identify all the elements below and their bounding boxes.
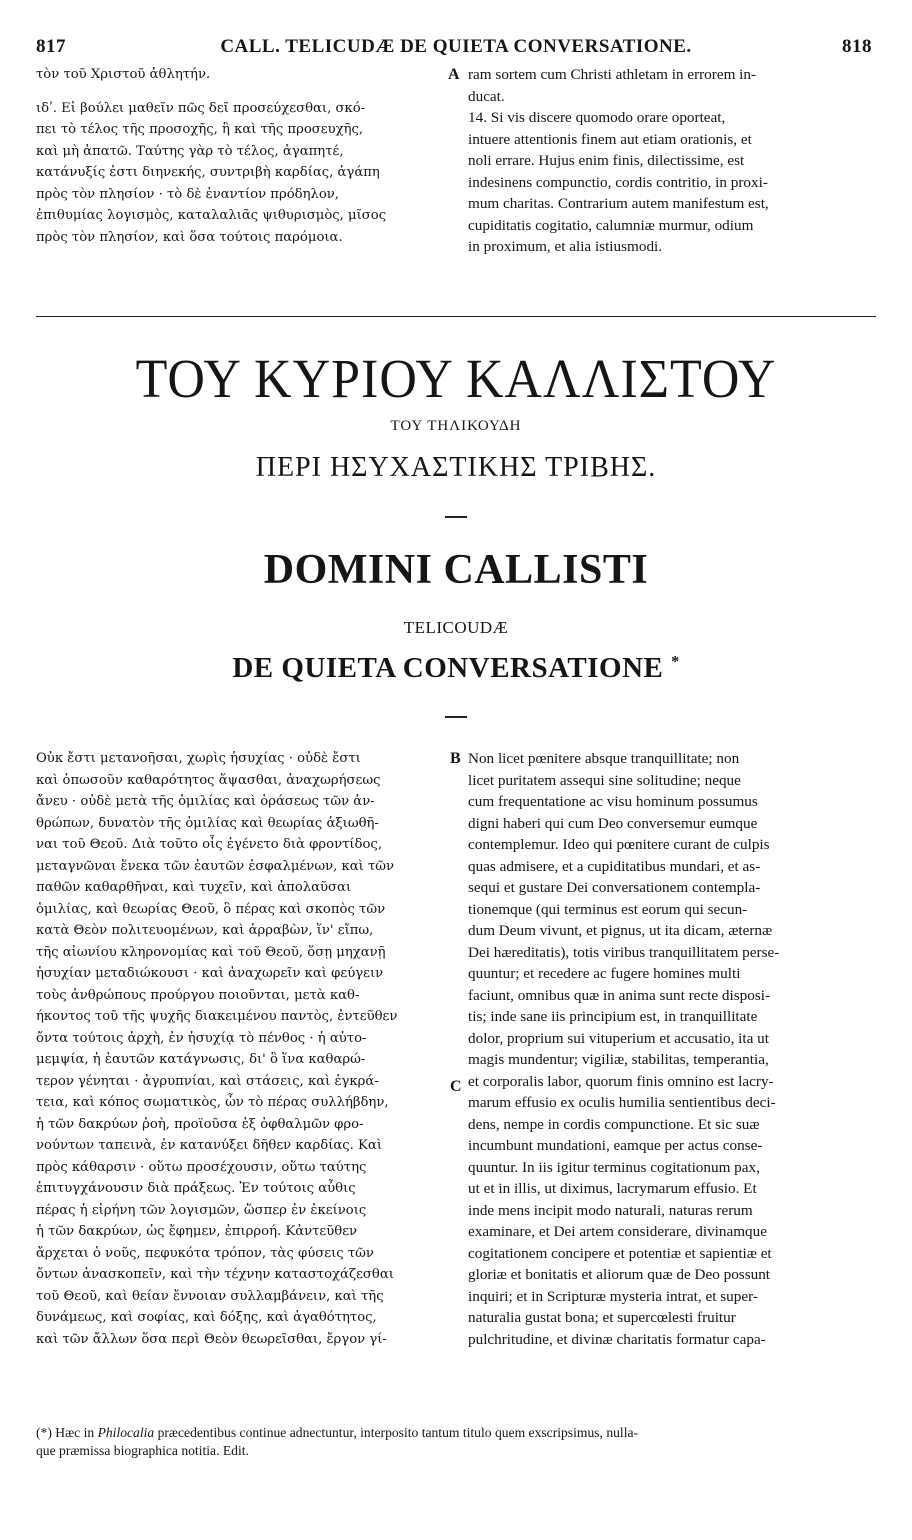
footnote	[36, 1424, 876, 1460]
greek-line: καὶ ὁπωσοῦν καθαρότητος ἅψασθαι, ἀναχωρήσεως	[36, 772, 381, 788]
spacer	[36, 86, 448, 98]
latin-line: tionemque (qui terminus est eorum qui secun-	[468, 900, 748, 918]
greek-line: θρώπων, δυνατὸν τῆς ὁμιλίας καὶ θεωρίας ἀξιωθῆ-	[36, 815, 379, 831]
page-number-left: 817	[36, 36, 66, 57]
latin-line: cogitationem concipere et potentiæ et sapientiæ et	[468, 1244, 772, 1262]
latin-line: quas admisere, et a cupiditatibus mundari, et as-	[468, 857, 761, 875]
page-number-right: 818	[842, 36, 872, 57]
latin-line: gloriæ et bonitatis et aliorum quæ de Deo possunt	[468, 1266, 771, 1283]
greek-line: πρὸς τὸν πλησίον, καὶ ὅσα τούτοις παρόμοια.	[36, 229, 343, 245]
greek-line: καὶ μὴ ἀπατῶ. Ταύτης γὰρ τὸ τέλος, ἀγαπητέ,	[36, 143, 344, 159]
greek-line: ήκοντος τοῦ τῆς ψυχῆς διακειμένου παντὸς, ἐντεῦθεν	[36, 1009, 398, 1024]
greek-line: νούντων ταπεινὰ, ἐν κατανύξει δῆθεν καρδίας. Καὶ	[36, 1138, 382, 1153]
latin-line: licet puritatem assequi sine solitudine; neque	[468, 771, 741, 789]
greek-line: ἐπιθυμίας λογισμὸς, καταλαλιᾶς ψιθυρισμὸς, μῖσος	[36, 208, 387, 223]
greek-line: τεια, καὶ κόπος σωματικὸς, ὧν τὸ πέρας συλλήβδην,	[36, 1095, 389, 1110]
footnote-text: præcedentibus continue adnectuntur, interposito tantum titulo quem exscripsimus, nulla-	[157, 1425, 639, 1440]
greek-topic: ΠΕΡΙ ΗΣΥΧΑΣΤΙΚΗΣ ΤΡΙΒΗΣ.	[255, 452, 657, 483]
latin-line: tis; inde sane iis principium est, in tranquillitate	[468, 1008, 758, 1025]
greek-line: δυνάμεως, καὶ σοφίας, καὶ δόξης, καὶ ἀγαθότητος,	[36, 1310, 377, 1325]
latin-line: dolor, proprium sui vituperium et accusatio, ita ut	[468, 1029, 769, 1047]
latin-line: noli errare. Hujus enim finis, dilectissime, est	[468, 152, 745, 169]
latin-line: cupiditatis cogitatio, calumniæ murmur, odium	[468, 216, 754, 234]
greek-line: μεμψία, ἡ ἑαυτῶν κατάγνωσις, δι' ὃ ἵνα καθαρώ-	[36, 1052, 366, 1067]
greek-line: κατάνυξίς ἐστι διηνεκής, συντριβὴ καρδίας, ἀγάπη	[36, 165, 380, 180]
greek-line: τοὺς ἀνθρώπους προύργου ποιοῦνται, μετὰ καθ-	[36, 987, 360, 1003]
body-greek-column	[36, 748, 448, 1350]
latin-line: intuere attentionis finem aut etiam orationis, et	[468, 130, 752, 148]
latin-line: 14. Si vis discere quomodo orare oporteat,	[468, 109, 726, 126]
greek-line: παθῶν καθαρθῆναι, καὶ τυχεῖν, καὶ ἀπολαῦσαι	[36, 880, 352, 895]
greek-line: ὄντα τούτοις ἀρχὴ, ἐν ἡσυχίᾳ τὸ πένθος · ἡ αὐτο-	[36, 1030, 367, 1046]
greek-line: καὶ τῶν ἄλλων ὅσα περὶ Θεὸν θεωρεῖσθαι, ἔργον γί-	[36, 1331, 387, 1347]
latin-line: quuntur; et recedere ac fugere homines multi	[468, 965, 741, 982]
greek-line: πρὸς κάθαρσιν · οὕτω προσέχουσιν, οὕτω ταύτης	[36, 1159, 367, 1175]
greek-line: ἡ τῶν δακρύων, ὡς ἔφημεν, ἐπιρροή. Κἀντεῦθεν	[36, 1224, 358, 1239]
greek-line: κατὰ Θεὸν πολιτευομένων, καὶ ἀρραβὼν, ἵν' εἴπω,	[36, 923, 374, 938]
greek-line: ἡ τῶν δακρύων ῥοὴ, προϊοῦσα ἐξ ὀφθαλμῶν φρο-	[36, 1116, 364, 1132]
top-latin-column	[468, 64, 876, 258]
latin-title: DOMINI CALLISTI	[263, 547, 649, 593]
greek-line: ὁμιλίας, καὶ θεωρίας Θεοῦ, ὃ πέρας καὶ σκοπὸς τῶν	[36, 901, 386, 917]
latin-line: contemplemur. Ideo qui pœnitere curant de culpis	[468, 836, 770, 853]
latin-line: pulchritudine, et divinæ charitatis formatur capa-	[468, 1330, 766, 1348]
latin-line: sequi et gustare Dei conversationem contempla-	[468, 879, 761, 896]
footnote-reference: *	[671, 653, 680, 671]
latin-line: faciunt, omnibus quæ in anima sunt recte disposi-	[468, 986, 771, 1004]
latin-line: Dei hæreditatis), totis viribus tranquillitatem perse-	[468, 943, 780, 961]
latin-line: inquiri; et in Scripturæ mysteria intrat, et super-	[468, 1287, 758, 1305]
latin-line: indesinens compunctio, cordis contritio, in proxi-	[468, 173, 768, 191]
greek-line: πρὸς τὸν πλησίον · τὸ δὲ ἐναντίον πρόδηλον,	[36, 186, 339, 202]
latin-line: ram sortem cum Christi athletam in errorem in-	[468, 66, 757, 83]
latin-line: cum frequentatione ac visu hominum possumus	[468, 793, 758, 810]
latin-line: in proximum, et alia istiusmodi.	[468, 238, 663, 255]
title-dash	[445, 716, 467, 718]
greek-line: ναι τοῦ Θεοῦ. Διὰ τοῦτο οἷς ἐγένετο διὰ φροντίδος,	[36, 837, 383, 852]
latin-line: examinare, et Dei artem considerare, divinamque	[468, 1223, 767, 1240]
margin-marker-a: A	[448, 66, 460, 83]
latin-line: inde mens incipit modo naturali, naturas rerum	[468, 1201, 753, 1219]
latin-topic-text: DE QUIETA CONVERSATIONE	[232, 652, 664, 684]
greek-line: Οὐκ ἔστι μετανοῆσαι, χωρὶς ἡσυχίας · οὐδὲ ἔστι	[36, 751, 361, 766]
latin-line: mum charitas. Contrarium autem manifestum est,	[468, 195, 769, 212]
footnote-work-title: Philocalia	[97, 1425, 155, 1440]
latin-line: et corporalis labor, quorum finis omnino est lacry-	[468, 1072, 774, 1090]
margin-marker-b: B	[450, 750, 461, 767]
greek-line: ιδʹ. Εἰ βούλει μαθεῖν πῶς δεῖ προσεύχεσθαι, σκό-	[36, 100, 366, 116]
latin-line: ducat.	[468, 87, 505, 105]
latin-line: dens, nempe in cordis compunctione. Et sic suæ	[468, 1115, 760, 1133]
latin-topic	[0, 652, 912, 685]
margin-marker-c: C	[450, 1078, 462, 1095]
latin-line: incumbunt mundationi, eamque per actus conse-	[468, 1137, 763, 1154]
section-divider	[36, 316, 876, 317]
greek-line: τὸν τοῦ Χριστοῦ ἀθλητήν.	[36, 67, 211, 82]
title-dash	[445, 516, 467, 518]
latin-line: naturalia gustat bona; et supercœlesti fruitur	[468, 1309, 736, 1326]
greek-line: ἄνευ · οὐδὲ μετὰ τῆς ὁμιλίας καὶ ὁράσεως τῶν ἀν-	[36, 794, 375, 809]
greek-line: τοῦ Θεοῦ, καὶ θείαν ἔννοιαν συλλαμβάνειν, καὶ τῆς	[36, 1288, 384, 1304]
greek-line: ἄρχεται ὁ νοῦς, πεφυκότα τρόπον, τὰς φύσεις τῶν	[36, 1245, 374, 1261]
greek-title: ΤΟΥ ΚΥΡΙΟΥ ΚΑΛΛΙΣΤΟΥ	[135, 349, 777, 410]
latin-line: digni haberi qui cum Deo conversemur eumque	[468, 814, 758, 832]
body-latin-column	[468, 748, 876, 1350]
greek-author: ΤΟΥ ΤΗΛΙΚΟΥΔΗ	[390, 418, 522, 434]
running-title: CALL. TELICUDÆ DE QUIETA CONVERSATIONE.	[220, 36, 692, 57]
latin-line: ut et in illis, ut diximus, lacrymarum effusio. Et	[468, 1180, 757, 1197]
greek-line: πέρας ἡ εἰρήνη τῶν λογισμῶν, ὥσπερ ἐν ἐκείνοις	[36, 1202, 367, 1218]
latin-line: quuntur. In iis igitur terminus cogitationum pax,	[468, 1158, 760, 1176]
top-greek-column	[36, 64, 448, 248]
latin-line: marum effusio ex oculis humilia sentientibus deci-	[468, 1094, 776, 1111]
latin-line: magis mundentur; vigiliæ, stabilitas, temperantia,	[468, 1051, 769, 1068]
latin-line: Non licet pœnitere absque tranquillitate; non	[468, 750, 740, 767]
footnote-line	[36, 1424, 876, 1442]
greek-line: πει τὸ τέλος τῆς προσοχῆς, ἢ καὶ τῆς προσευχῆς,	[36, 122, 364, 137]
footnote-line: que præmissa biographica notitia. Edit.	[36, 1443, 249, 1458]
footnote-mark: (*)	[36, 1425, 52, 1440]
footnote-text: Hæc in	[55, 1425, 95, 1440]
greek-line: ἡσυχίαν μεταδιώκουσι · καὶ ἀναχωρεῖν καὶ φεύγειν	[36, 966, 384, 981]
latin-author: TELICOUDÆ	[403, 618, 509, 637]
greek-line: τῆς αἰωνίου κληρονομίας καὶ τοῦ Θεοῦ, ὅσῃ μηχανῇ	[36, 944, 386, 960]
greek-line: μεταγνῶναι ἕνεκα τῶν ἑαυτῶν ἐσφαλμένων, καὶ τῶν	[36, 858, 395, 874]
latin-line: dum Deum vivunt, et pignus, ut ita dicam, æternæ	[468, 922, 773, 939]
greek-line: ἐπιτυγχάνουσιν διὰ πράξεως. Ἐν τούτοις αὖθις	[36, 1181, 356, 1196]
greek-line: ὄντων ἀνασκοπεῖν, καὶ τὴν τέχνην καταστοχάζεσθαι	[36, 1267, 394, 1282]
greek-line: τερον γένηται · ἀγρυπνίαι, καὶ στάσεις, καὶ ἐγκρά-	[36, 1073, 379, 1089]
